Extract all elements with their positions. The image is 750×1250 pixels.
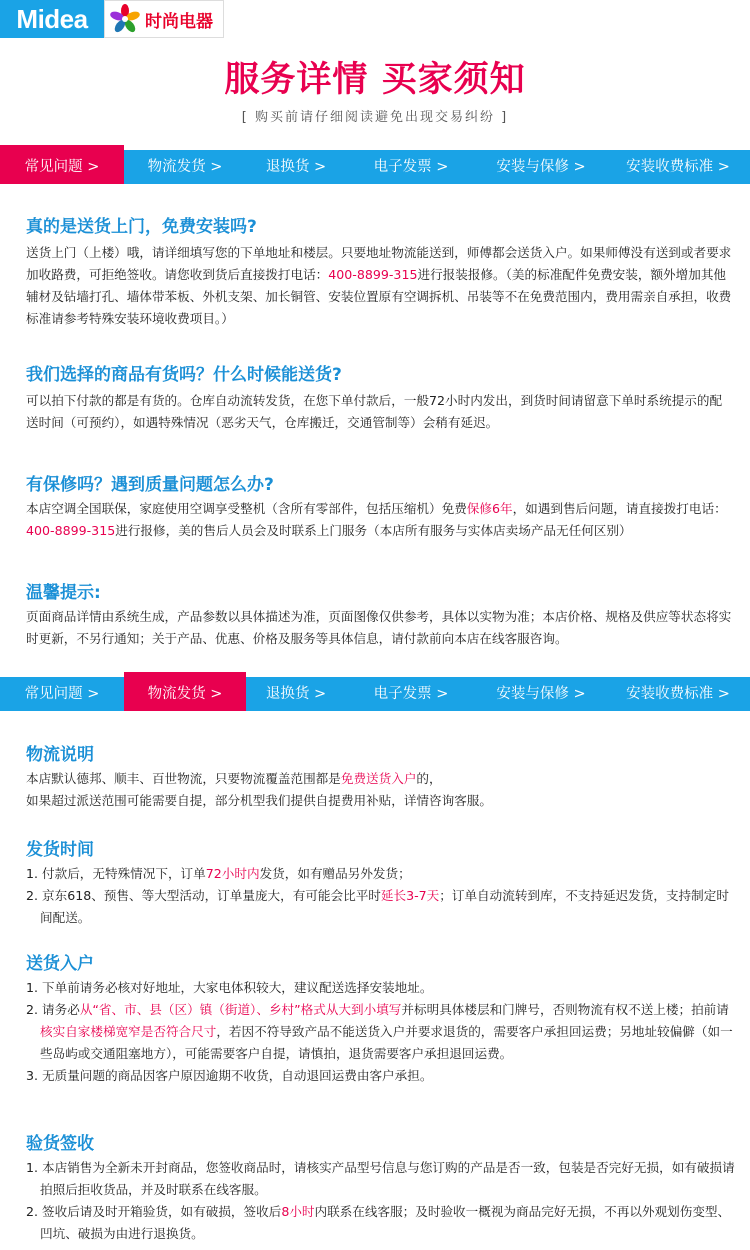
list-item: 2. 请务必从“省、市、县（区）镇（街道）、乡村”格式从大到小填写并标明具体楼层和门牌号，否则物流有权不送上楼；拍前请核实自家楼梯宽窄是否符合尺寸，若因不符导致产品不能送货入户并要求退货的，需要客户承担回运费；另地址较偏僻（如一些岛屿或交通阻塞地方），可能需要客户自提，请慎拍，退货需要客户承担退回运费。 <box>26 1002 733 1061</box>
midea-logo[interactable]: Midea <box>0 0 104 38</box>
logistics-title: 物流说明 <box>26 745 94 765</box>
faq-q1-title: 真的是送货上门，免费安装吗? <box>26 217 257 237</box>
store-logo[interactable] <box>104 0 224 38</box>
tab-bar-logistics <box>0 677 750 711</box>
warranty-highlight: 保修6年 <box>466 501 513 516</box>
faq-q3-text: 本店空调全国联保，家庭使用空调享受整机（含所有零部件，包括压缩机）免费保修6年，如遇到售后问题，请直接拨打电话：400-8899-315进行报修，美的售后人员会及时联系上门服务（本店所有服务与实体店卖场产品无任何区别） <box>26 501 727 538</box>
tab-returns[interactable]: 退换货 > <box>265 686 327 702</box>
tab-logistics[interactable]: 物流发货 > <box>147 159 223 175</box>
faq-q2-text: 可以拍下付款的都是有货的。仓库自动流转发货，在您下单付款后，一般72小时内发出，到货时间请留意下单时系统提示的配送时间（可预约），如遇特殊情况（恶劣天气，仓库搬迁，交通管制等）会稍有延迟。 <box>26 393 723 430</box>
faq-q1-text: 送货上门（上楼）哦，请详细填写您的下单地址和楼层。只要地址物流能送到，师傅都会送货入户。如果师傅没有送到或者要求加收路费，可拒绝签收。请您收到货后直接拨打电话：400-8899-315进行报装报修。（美的标准配件免费安装，额外增加其他辅材及钻墙打孔、墙体带苯板、外机支架、加长铜管、安装位置原有空调拆机、吊装等不在免费范围内，费用需亲自承担，收费标准请参考特殊安装环境收费项目。） <box>26 245 732 326</box>
delivery-title: 送货入户 <box>26 954 94 974</box>
shipping-time-list <box>26 863 738 929</box>
inspection-list <box>26 1157 738 1245</box>
list-item: 1. 本店销售为全新未开封商品，您签收商品时，请核实产品型号信息与您订购的产品是否一致，包装是否完好无损，如有破损请拍照后拒收货品，并及时联系在线客服。 <box>26 1160 735 1197</box>
list-item: 1. 下单前请务必核对好地址，大家电体积较大，建议配送选择安装地址。 <box>26 980 433 995</box>
delivery-list <box>26 977 738 1087</box>
faq-tips-title: 温馨提示: <box>26 583 101 603</box>
tab-install-fees[interactable]: 安装收费标准 > <box>626 686 730 702</box>
faq-q3-title: 有保修吗？遇到质量问题怎么办? <box>26 475 274 495</box>
list-item: 2. 京东618、预售、等大型活动，订单量庞大，有可能会比平时延长3-7天；订单自动流转到库，不支持延迟发货，支持制定时间配送。 <box>26 888 729 925</box>
list-item: 3. 无质量问题的商品因客户原因逾期不收货，自动退回运费由客户承担。 <box>26 1068 433 1083</box>
tab-invoice[interactable]: 电子发票 > <box>373 686 449 702</box>
tab-install-warranty[interactable]: 安装与保修 > <box>496 159 586 175</box>
tab-install-fees[interactable]: 安装收费标准 > <box>626 159 730 175</box>
tab-invoice[interactable]: 电子发票 > <box>373 159 449 175</box>
flower-icon <box>109 3 141 35</box>
page-subtitle: [ 购买前请仔细阅读避免出现交易纠纷 ] <box>241 110 509 125</box>
top-logo-bar <box>0 0 750 38</box>
shipping-time-title: 发货时间 <box>26 840 94 860</box>
list-item: 2. 签收后请及时开箱验货，如有破损，签收后8小时内联系在线客服；及时验收一概视为商品完好无损，不再以外观划伤变型、凹坑、破损为由进行退换货。 <box>26 1204 731 1241</box>
tab-logistics[interactable]: 物流发货 > <box>124 672 246 711</box>
logistics-text: 本店默认德邦、顺丰、百世物流，只要物流覆盖范围都是免费送货入户的， 如果超过派送范围可能需要自提，部分机型我们提供自提费用补贴，详情咨询客服。 <box>26 771 492 808</box>
tab-faq[interactable]: 常见问题 > <box>24 686 100 702</box>
phone-number[interactable]: 400-8899-315 <box>26 523 116 538</box>
tab-bar-faq <box>0 150 750 184</box>
phone-number[interactable]: 400-8899-315 <box>328 267 418 282</box>
tab-faq[interactable]: 常见问题 > <box>0 145 124 184</box>
faq-tips-text: 页面商品详情由系统生成，产品参数以具体描述为准，页面图像仅供参考，具体以实物为准；本店价格、规格及供应等状态将实时更新，不另行通知；关于产品、优惠、价格及服务等具体信息，请付款前向本店在线客服咨询。 <box>26 609 732 646</box>
tab-returns[interactable]: 退换货 > <box>265 159 327 175</box>
inspection-title: 验货签收 <box>26 1134 94 1154</box>
page-title: 服务详情 买家须知 <box>224 60 526 100</box>
tab-install-warranty[interactable]: 安装与保修 > <box>496 686 586 702</box>
store-name: 时尚电器 <box>145 11 213 32</box>
list-item: 1. 付款后，无特殊情况下，订单72小时内发货，如有赠品另外发货； <box>26 866 411 881</box>
faq-q2-title: 我们选择的商品有货吗？什么时候能送货? <box>26 365 342 385</box>
